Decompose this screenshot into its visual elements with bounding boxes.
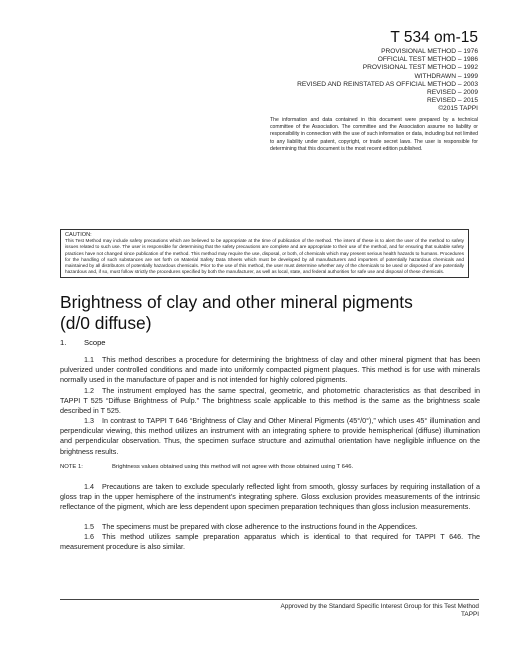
paragraph-text: The specimens must be prepared with close adherence to the instructions found in the Appendices. (102, 522, 418, 531)
note-1 (60, 463, 480, 471)
note-label: NOTE 1: (60, 464, 83, 470)
history-line: PROVISIONAL METHOD – 1976 (381, 48, 478, 55)
copyright-line: ©2015 TAPPI (438, 105, 478, 113)
method-history (297, 48, 478, 114)
paragraph-number: 1.4 (84, 482, 94, 491)
paragraph-number: 1.3 (84, 416, 94, 425)
paragraph-text: The instrument employed has the same spectral, geometric, and photometric characteristics as that described in TAPPI T 525 “Diffuse Brightness of Pulp.” The brightness scale applicable to this method is the same as the brightness scale described in T 525. (60, 386, 480, 416)
publisher-line: TAPPI (461, 611, 479, 619)
document-title (60, 292, 480, 334)
history-line: REVISED – 2009 (427, 89, 478, 97)
caution-label: CAUTION: (65, 232, 92, 238)
note-text: Brightness values obtained using this method will not agree with those obtained using T 646. (112, 464, 354, 470)
section-number: 1. (60, 338, 67, 347)
paragraph-1-5 (60, 522, 480, 532)
approval-line: Approved by the Standard Specific Interest Group for this Test Method (280, 603, 479, 610)
paragraph-text: This method describes a procedure for determining the brightness of clay and other mineral pigment that has been pulverized under controlled conditions and made into uniformly compacted pigment plaques. This method is for use with minerals normally used in the manufacture of paper and is not intended for highly colored pigments. (60, 355, 480, 385)
paragraph-text: Precautions are taken to exclude specularly reflected light from smooth, glossy surfaces by requiring installation of a gloss trap in the upper hemisphere of the instrument’s integrating sphere. Gloss exclusion provides measurements of the intrinsic reflectance of the pigment, which are less dependent upon specimen preparation techniques than gloss inclusion measurements. (60, 482, 480, 512)
history-line: REVISED AND REINSTATED AS OFFICIAL METHOD – 2003 (297, 80, 478, 88)
paragraph-1-3 (60, 416, 480, 457)
paragraph-1-6 (60, 532, 480, 552)
footer (281, 603, 479, 620)
caution-text: This Test Method may include safety precautions which are believed to be appropriate at the time of publication of the method. The intent of these is to alert the user of the method to safety issues related to such use. The user is responsible for determining that the safety precautions are complete and are appropriate to their use of the method, and for ensuring that suitable safety practices have not changed since publication of the method. This method may require the use, disposal, or both, of chemicals which may present serious health hazards to humans. Procedures for the handling of such substances are set forth on Material Safety Data Sheets which must be developed by all manufacturers and importers of potentially hazardous chemicals and maintained by all distributors of potentially hazardous chemicals. Prior to the use of this method, the user must determine whether any of the chemicals to be used or disposed of are potentially hazardous and, if so, must follow strictly the procedures specified by both the manufacturer, as well as local, state, and federal authorities for safe use and disposal of these chemicals. (65, 238, 464, 274)
paragraph-1-2 (60, 386, 480, 417)
history-line: REVISED – 2015 (427, 97, 478, 105)
section-title: Scope (84, 338, 106, 347)
paragraph-number: 1.5 (84, 522, 94, 531)
paragraph-text: This method utilizes sample preparation apparatus which is identical to that required for TAPPI T 646. The measurement procedure is also similar. (60, 532, 480, 552)
paragraph-number: 1.6 (84, 532, 94, 541)
history-line: WITHDRAWN – 1999 (414, 72, 478, 80)
history-line: OFFICIAL TEST METHOD – 1986 (377, 56, 478, 64)
paragraph-1-4 (60, 482, 480, 513)
paragraph-number: 1.2 (84, 386, 94, 395)
caution-box (60, 229, 469, 278)
title-line-2: (d/0 diffuse) (60, 313, 152, 333)
footer-divider (60, 599, 479, 600)
title-line-1: Brightness of clay and other mineral pigments (60, 292, 413, 312)
paragraph-number: 1.1 (84, 355, 94, 364)
section-heading-scope (60, 338, 106, 348)
paragraph-text: In contrast to TAPPI T 646 “Brightness of Clay and Other Mineral Pigments (45°/0°),” which uses 45° illumination and perpendicular viewing, this method utilizes an instrument with an integrating sphere to provide hemispherical (diffuse) illumination and perpendicular observation. Thus, the specimen surface structure and azimuthal orientation have negligible influence on the brightness results. (60, 416, 480, 456)
history-line: PROVISIONAL TEST METHOD – 1992 (362, 64, 478, 72)
paragraph-1-1 (60, 355, 480, 386)
liability-disclaimer: The information and data contained in this document were prepared by a technical committee of the Association. The committee and the Association assume no liability or responsibility in connection with the use of such information or data, including but not limited to any liability under patent, copyright, or trade secret laws. The user is responsible for determining that this document is the most recent edition published. (270, 117, 478, 152)
document-number: T 534 om-15 (390, 29, 478, 46)
